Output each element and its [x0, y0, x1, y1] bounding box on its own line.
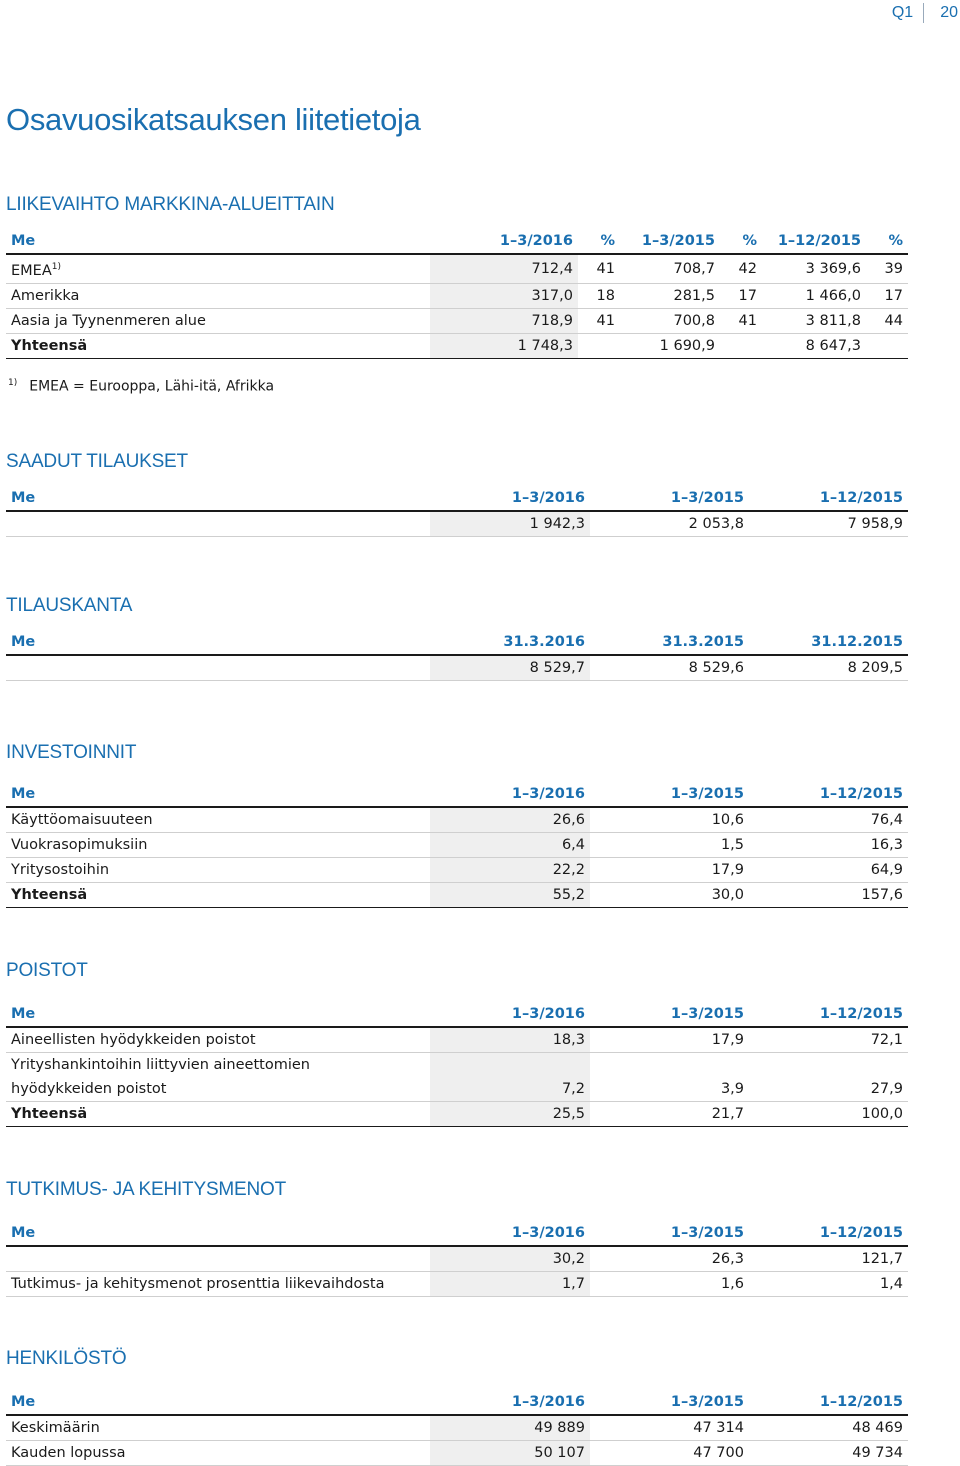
cell: 1,5: [590, 833, 749, 858]
row-label: Kauden lopussa: [6, 1441, 430, 1466]
col-header: 1–12/2015: [762, 229, 866, 254]
col-header: %: [866, 229, 908, 254]
col-header: 1–3/2015: [590, 1390, 749, 1415]
table-row: [6, 1027, 908, 1053]
section-title: INVESTOINNIT: [6, 742, 137, 763]
cell: 281,5: [620, 283, 720, 308]
row-label: Keskimäärin: [6, 1415, 430, 1441]
depreciation-table: [6, 1002, 908, 1127]
table-row: [6, 1272, 908, 1297]
cell: 1 466,0: [762, 283, 866, 308]
cell: 1 690,9: [620, 333, 720, 358]
row-label: Vuokrasopimuksiin: [6, 833, 430, 858]
table-row: [6, 1246, 908, 1272]
col-header: Me: [6, 630, 430, 655]
cell: 16,3: [749, 833, 908, 858]
row-label-text: EMEA: [11, 262, 52, 279]
cell: 44: [866, 308, 908, 333]
row-label-line: Yrityshankintoihin liittyvien aineettomien: [11, 1057, 310, 1073]
row-label: [6, 511, 430, 537]
cell: 708,7: [620, 254, 720, 283]
cell: 39: [866, 254, 908, 283]
cell: 1,6: [590, 1272, 749, 1297]
col-header: 1–3/2015: [590, 486, 749, 511]
col-header: 1–3/2016: [430, 782, 590, 807]
table-row: [6, 1415, 908, 1441]
cell: 26,6: [430, 807, 590, 833]
col-header: 1–3/2016: [430, 229, 578, 254]
cell: 72,1: [749, 1027, 908, 1053]
cell: 8 209,5: [749, 655, 908, 681]
table-row: [6, 1053, 908, 1102]
cell: 8 529,6: [590, 655, 749, 681]
cell: 2 053,8: [590, 511, 749, 537]
table-header-row: [6, 630, 908, 655]
cell: 1 942,3: [430, 511, 590, 537]
cell: [578, 333, 620, 358]
row-label: [6, 1246, 430, 1272]
col-header: 31.12.2015: [749, 630, 908, 655]
cell: 1,4: [749, 1272, 908, 1297]
col-header: %: [720, 229, 762, 254]
table-header-row: [6, 229, 908, 254]
col-header: 1–3/2016: [430, 1002, 590, 1027]
report-section-label: Q1: [891, 4, 914, 21]
table-row: [6, 283, 908, 308]
cell: 3 369,6: [762, 254, 866, 283]
cell: 30,2: [430, 1246, 590, 1272]
col-header: Me: [6, 1390, 430, 1415]
section-title: LIIKEVAIHTO MARKKINA-ALUEITTAIN: [6, 194, 335, 215]
cell: 3 811,8: [762, 308, 866, 333]
cell: 17: [720, 283, 762, 308]
table-row: [6, 511, 908, 537]
cell: 41: [578, 254, 620, 283]
cell: 47 314: [590, 1415, 749, 1441]
page-title: Osavuosikatsauksen liitetietoja: [6, 102, 421, 137]
row-label: [6, 254, 430, 283]
footnote-text: EMEA = Eurooppa, Lähi-itä, Afrikka: [29, 378, 275, 395]
cell: 30,0: [590, 883, 749, 908]
row-label: Amerikka: [6, 283, 430, 308]
row-label: Yhteensä: [6, 333, 430, 358]
row-label: [6, 1053, 430, 1102]
table-row: [6, 1441, 908, 1466]
cell: 26,3: [590, 1246, 749, 1272]
table-row: [6, 655, 908, 681]
table-row: [6, 308, 908, 333]
depreciation-section: [6, 959, 908, 1127]
table-header-row: [6, 1002, 908, 1027]
col-header: 1–3/2016: [430, 1390, 590, 1415]
col-header: Me: [6, 1221, 430, 1246]
cell: 18: [578, 283, 620, 308]
cell: 18,3: [430, 1027, 590, 1053]
cell: 7 958,9: [749, 511, 908, 537]
cell: 64,9: [749, 858, 908, 883]
row-label: Tutkimus- ja kehitysmenot prosenttia liikevaihdosta: [6, 1272, 430, 1297]
cell: 41: [578, 308, 620, 333]
cell: [720, 333, 762, 358]
cell: 48 469: [749, 1415, 908, 1441]
col-header: 1–3/2016: [430, 1221, 590, 1246]
col-header: 1–3/2016: [430, 486, 590, 511]
footnote-ref: 1): [51, 262, 62, 272]
cell: 3,9: [590, 1053, 749, 1102]
cell: 700,8: [620, 308, 720, 333]
col-header: 31.3.2015: [590, 630, 749, 655]
cell: 22,2: [430, 858, 590, 883]
personnel-table: [6, 1390, 908, 1466]
cell: 27,9: [749, 1053, 908, 1102]
row-label: Yritysostoihin: [6, 858, 430, 883]
cell: 8 647,3: [762, 333, 866, 358]
footnote-mark: 1): [8, 378, 18, 388]
rnd-table: [6, 1221, 908, 1297]
table-row: [6, 807, 908, 833]
backlog-table: [6, 630, 908, 681]
market-table: [6, 229, 908, 359]
cell: 21,7: [590, 1102, 749, 1127]
cell: 49 889: [430, 1415, 590, 1441]
col-header: Me: [6, 782, 430, 807]
cell: 10,6: [590, 807, 749, 833]
section-title: POISTOT: [6, 960, 88, 981]
backlog-section: [6, 594, 908, 681]
row-label: Käyttöomaisuuteen: [6, 807, 430, 833]
col-header: 1–12/2015: [749, 1221, 908, 1246]
table-header-row: [6, 782, 908, 807]
cell: 76,4: [749, 807, 908, 833]
cell: 8 529,7: [430, 655, 590, 681]
row-label: Yhteensä: [6, 1102, 430, 1127]
total-row: [6, 1102, 908, 1127]
table-header-row: [6, 486, 908, 511]
section-title: SAADUT TILAUKSET: [6, 451, 188, 472]
col-header: Me: [6, 229, 430, 254]
col-header: %: [578, 229, 620, 254]
personnel-section: [6, 1347, 908, 1466]
cell: 6,4: [430, 833, 590, 858]
table-header-row: [6, 1390, 908, 1415]
footnote: [8, 378, 274, 395]
investments-table: [6, 782, 908, 908]
table-row: [6, 254, 908, 283]
cell: 49 734: [749, 1441, 908, 1466]
col-header: 1–3/2015: [590, 1002, 749, 1027]
orders-table: [6, 486, 908, 537]
cell: 317,0: [430, 283, 578, 308]
row-label: Yhteensä: [6, 883, 430, 908]
cell: 42: [720, 254, 762, 283]
cell: 17,9: [590, 1027, 749, 1053]
row-label-line: hyödykkeiden poistot: [11, 1081, 167, 1097]
rnd-section: [6, 1178, 908, 1297]
col-header: 1–12/2015: [749, 486, 908, 511]
col-header: 1–3/2015: [590, 782, 749, 807]
section-title: TUTKIMUS- JA KEHITYSMENOT: [6, 1179, 287, 1200]
col-header: 1–12/2015: [749, 782, 908, 807]
cell: 25,5: [430, 1102, 590, 1127]
cell: 718,9: [430, 308, 578, 333]
orders-section: [6, 450, 908, 537]
section-title: TILAUSKANTA: [6, 595, 133, 616]
cell: 47 700: [590, 1441, 749, 1466]
cell: 100,0: [749, 1102, 908, 1127]
investments-section: [6, 741, 908, 908]
section-title: HENKILÖSTÖ: [6, 1348, 127, 1369]
row-label: [6, 655, 430, 681]
table-row: [6, 858, 908, 883]
cell: [866, 333, 908, 358]
col-header: 1–3/2015: [620, 229, 720, 254]
total-row: [6, 333, 908, 358]
cell: 712,4: [430, 254, 578, 283]
col-header: 1–3/2015: [590, 1221, 749, 1246]
row-label: Aasia ja Tyynenmeren alue: [6, 308, 430, 333]
table-row: [6, 833, 908, 858]
col-header: 1–12/2015: [749, 1002, 908, 1027]
col-header: Me: [6, 1002, 430, 1027]
cell: 55,2: [430, 883, 590, 908]
cell: 121,7: [749, 1246, 908, 1272]
cell: 17: [866, 283, 908, 308]
col-header: Me: [6, 486, 430, 511]
total-row: [6, 883, 908, 908]
cell: 41: [720, 308, 762, 333]
table-header-row: [6, 1221, 908, 1246]
market-section: [6, 193, 908, 359]
page-header: [892, 0, 960, 26]
row-label: Aineellisten hyödykkeiden poistot: [6, 1027, 430, 1053]
cell: 157,6: [749, 883, 908, 908]
cell: 7,2: [430, 1053, 590, 1102]
cell: 1,7: [430, 1272, 590, 1297]
cell: 1 748,3: [430, 333, 578, 358]
cell: 17,9: [590, 858, 749, 883]
col-header: 31.3.2016: [430, 630, 590, 655]
page-number: 20: [940, 4, 958, 21]
col-header: 1–12/2015: [749, 1390, 908, 1415]
cell: 50 107: [430, 1441, 590, 1466]
